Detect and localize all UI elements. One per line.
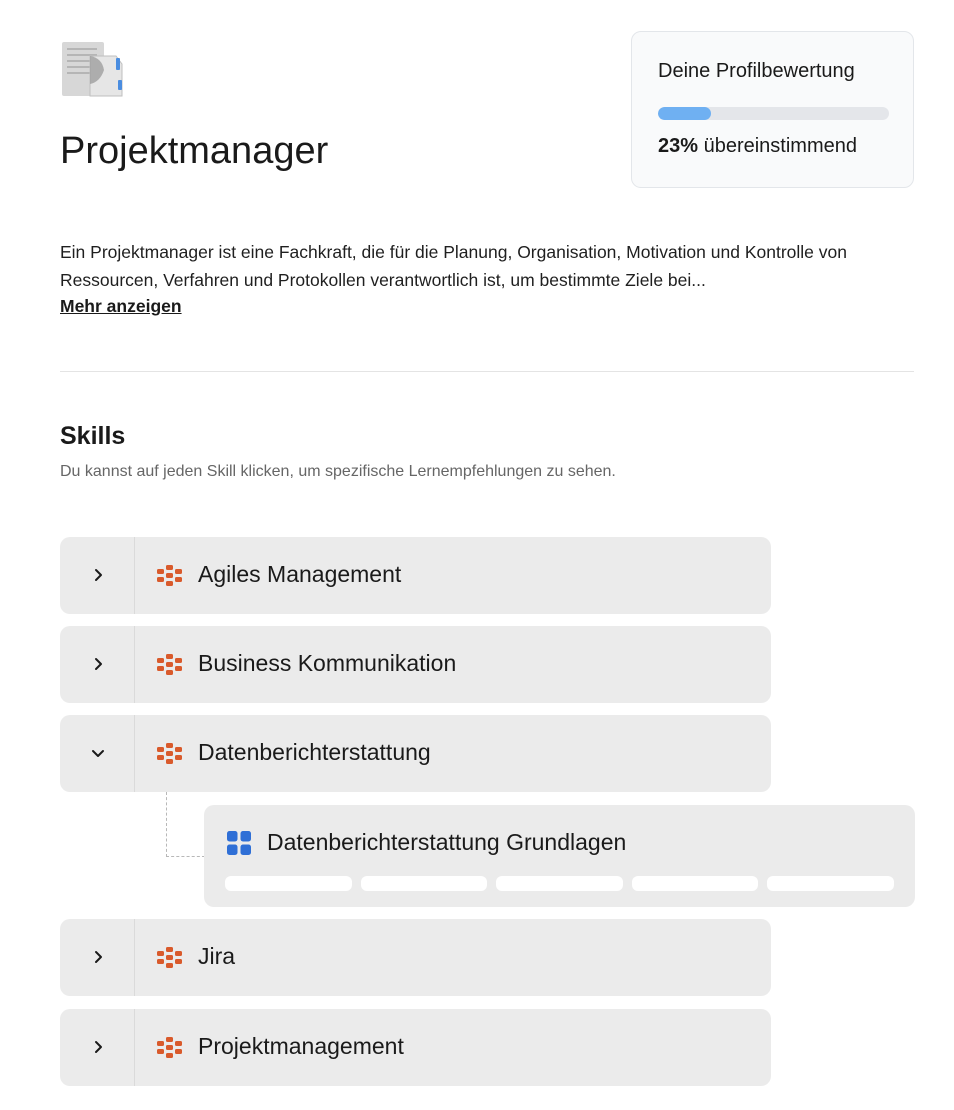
skill-cluster-icon <box>157 743 183 765</box>
document-icon <box>60 38 124 102</box>
chevron-right-icon <box>89 1038 107 1056</box>
skill-row-projektmanagement[interactable] <box>60 1009 771 1086</box>
level-segment <box>496 876 623 891</box>
page-title: Projektmanager <box>60 130 329 172</box>
match-text <box>658 135 857 158</box>
level-segment <box>767 876 894 891</box>
collapse-toggle[interactable] <box>60 715 135 792</box>
chevron-down-icon <box>89 744 107 762</box>
level-segment <box>225 876 352 891</box>
tree-connector <box>166 792 205 857</box>
level-segment <box>361 876 488 891</box>
subskill-level-bar <box>225 876 894 891</box>
grid-icon <box>227 831 251 855</box>
match-progress-bar <box>658 107 889 120</box>
skill-label: Projektmanagement <box>198 1033 404 1059</box>
expand-toggle[interactable] <box>60 537 135 614</box>
match-percent: 23% <box>658 135 699 157</box>
skill-label: Jira <box>198 943 236 969</box>
expand-toggle[interactable] <box>60 1009 135 1086</box>
skills-heading: Skills <box>60 422 126 450</box>
skill-label: Business Kommunikation <box>198 650 457 676</box>
skill-label: Agiles Management <box>198 561 402 587</box>
subskill-row[interactable] <box>204 805 915 907</box>
expand-toggle[interactable] <box>60 626 135 703</box>
chevron-right-icon <box>89 948 107 966</box>
profile-score-card <box>631 31 914 188</box>
skill-label: Datenberichterstattung <box>198 739 431 765</box>
skill-cluster-icon <box>157 565 183 587</box>
level-segment <box>632 876 759 891</box>
skill-row-datenberichterstattung[interactable] <box>60 715 771 792</box>
skill-row-agiles-management[interactable] <box>60 537 771 614</box>
skills-subtitle: Du kannst auf jeden Skill klicken, um spezifische Lernempfehlungen zu sehen. <box>60 463 616 480</box>
skill-row-jira[interactable] <box>60 919 771 996</box>
skill-row-business-kommunikation[interactable] <box>60 626 771 703</box>
expand-toggle[interactable] <box>60 919 135 996</box>
skill-cluster-icon <box>157 947 183 969</box>
chevron-right-icon <box>89 566 107 584</box>
section-divider <box>60 371 914 372</box>
show-more-link[interactable]: Mehr anzeigen <box>60 296 182 316</box>
score-card-title: Deine Profilbewertung <box>658 60 855 82</box>
chevron-right-icon <box>89 655 107 673</box>
skill-cluster-icon <box>157 654 183 676</box>
skill-cluster-icon <box>157 1037 183 1059</box>
role-description: Ein Projektmanager ist eine Fachkraft, die für die Planung, Organisation, Motivation und Kontrolle von Ressourcen, Verfahren und Protokollen verantwortlich ist, um bestimmte Ziele bei... <box>60 242 847 290</box>
match-label: übereinstimmend <box>698 135 857 157</box>
match-progress-fill <box>658 107 711 120</box>
subskill-label: Datenberichterstattung Grundlagen <box>267 829 627 855</box>
